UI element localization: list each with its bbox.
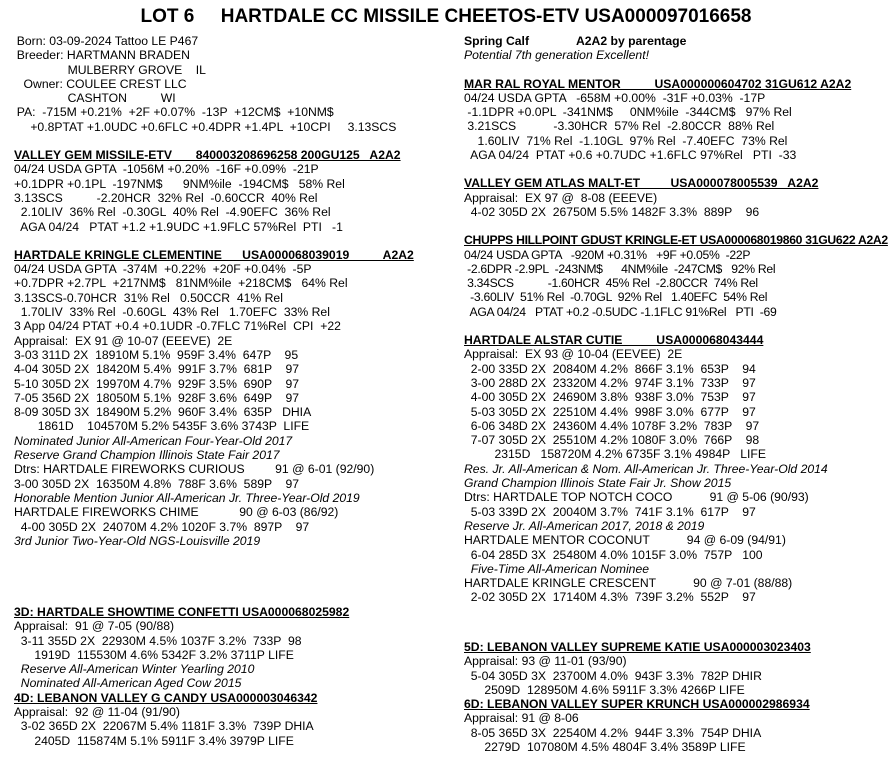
dam-line: 1.70LIV 33% Rel -0.60GL 43% Rel 1.70EFC 33% Rel <box>14 305 330 320</box>
dam-block <box>14 248 454 548</box>
dam-line: 7-05 356D 2X 18050M 5.1% 928F 3.6% 649P 97 <box>14 390 300 405</box>
dam-line: 4-04 305D 2X 18420M 5.4% 991F 3.7% 681P 97 <box>14 362 300 377</box>
sixth-dam-name: 6D: LEBANON VALLEY SUPER KRUNCH USA000002986934 <box>464 697 810 712</box>
dam-honor: Nominated Junior All-American Four-Year-Old 2017 <box>14 433 293 448</box>
granddam-honor: Grand Champion Illinois State Fair Jr. Show 2015 <box>464 476 732 491</box>
granddam-line: 6-06 348D 2X 24360M 4.4% 1078F 3.2% 783P 97 <box>464 418 760 433</box>
granddam-daughter-line: Dtrs: HARTDALE TOP NOTCH COCO 91 @ 5-06 (90/93) <box>464 490 809 505</box>
mgs-block <box>464 77 890 163</box>
fifth-dam-line: 5-04 305D 3X 23700M 4.0% 943F 3.3% 782P DHIR <box>464 668 762 683</box>
granddam-daughter-line: 2-02 305D 2X 17140M 4.3% 739F 3.2% 552P 97 <box>464 590 756 605</box>
left-lower-column <box>14 605 454 748</box>
third-dam-honor: Reserve All-American Winter Yearling 2010 <box>14 662 255 677</box>
sire-line: AGA 04/24 PTAT +1.2 +1.9UDC +1.9FLC 57%Rel PTI -1 <box>14 219 343 234</box>
sixth-dam-line: 8-05 365D 3X 22540M 4.2% 944F 3.3% 754P DHIA <box>464 725 762 740</box>
dam-name: HARTDALE KRINGLE CLEMENTINE USA000068039019 A2A2 <box>14 247 414 262</box>
sire-line: 2.10LIV 36% Rel -0.30GL 40% Rel -4.90EFC 36% Rel <box>14 205 331 220</box>
sire-name: VALLEY GEM MISSILE-ETV 840003208696258 200GU125 A2A2 <box>14 148 401 163</box>
granddam-line: Appraisal: EX 93 @ 10-04 (EEVEE) 2E <box>464 347 683 362</box>
granddam-daughter-line: HARTDALE KRINGLE CRESCENT 90 @ 7-01 (88/88) <box>464 576 793 591</box>
calf-note: Spring Calf A2A2 by parentage <box>464 34 687 48</box>
fifth-dam-name: 5D: LEBANON VALLEY SUPREME KATIE USA000003023403 <box>464 640 811 654</box>
dam-line: 3 App 04/24 PTAT +0.4 +0.1UDR -0.7FLC 71%Rel CPI +22 <box>14 319 341 334</box>
mggs-name: CHUPPS HILLPOINT GDUST KRINGLE-ET USA000068019860 31GU622 A2A2 <box>464 233 888 248</box>
calf-note: Potential 7th generation Excellent! <box>464 48 649 63</box>
mgs-line: 04/24 USDA GPTA -658M +0.00% -31F +0.03% -17P <box>464 90 766 105</box>
info-line: Owner: COULEE CREST LLC <box>10 76 187 91</box>
mgs-daughter-line: 4-02 305D 2X 26750M 5.5% 1482F 3.3% 889P 96 <box>464 204 760 219</box>
right-column <box>464 34 890 605</box>
dam-line: 8-09 305D 3X 18490M 5.2% 960F 3.4% 635P DHIA <box>14 405 312 420</box>
third-dam-line: Appraisal: 91 @ 7-05 (90/88) <box>14 619 175 634</box>
info-line: CASHTON WI <box>10 91 176 106</box>
lot-title: LOT 6 HARTDALE CC MISSILE CHEETOS-ETV USA000097016658 <box>140 6 752 27</box>
sire-block <box>14 148 454 234</box>
granddam-line: 3-00 288D 2X 23320M 4.2% 974F 3.1% 733P 97 <box>464 375 756 390</box>
third-dam-honor: Nominated All-American Aged Cow 2015 <box>14 676 242 691</box>
granddam-honor: Res. Jr. All-American & Nom. All-American Jr. Three-Year-Old 2014 <box>464 461 828 476</box>
third-dam-line: 3-11 355D 2X 22930M 4.5% 1037F 3.2% 733P 98 <box>14 633 302 648</box>
dam-honor: 3rd Junior Two-Year-Old NGS-Louisville 2019 <box>14 533 261 548</box>
dam-honor: Reserve Grand Champion Illinois State Fair 2017 <box>14 448 280 463</box>
info-line: PA: -715M +0.21% +2F +0.07% -13P +12CM$ +10NM$ <box>10 105 334 120</box>
info-line: Born: 03-09-2024 Tattoo LE P467 <box>10 34 199 48</box>
fourth-dam-name: 4D: LEBANON VALLEY G CANDY USA000003046342 <box>14 690 318 705</box>
mggs-line: 04/24 USDA GPTA -920M +0.31% +9F +0.05% -22P <box>464 247 751 262</box>
sire-line: 3.13SCS -2.20HCR 32% Rel -0.60CCR 40% Rel <box>14 190 318 205</box>
info-line: +0.8PTAT +1.0UDC +0.6FLC +0.4DPR +1.4PL +10CPI 3.13SCS <box>10 119 397 134</box>
right-lower-column <box>464 640 890 754</box>
third-dam-line: 1919D 115530M 4.6% 5342F 3.2% 3711P LIFE <box>14 647 294 662</box>
dam-daughter-line: 4-00 305D 2X 24070M 4.2% 1020F 3.7% 897P 97 <box>14 519 310 534</box>
granddam-line: 4-00 305D 2X 24690M 3.8% 938F 3.0% 753P 97 <box>464 390 756 405</box>
dam-line: 3-03 311D 2X 18910M 5.1% 959F 3.4% 647P 95 <box>14 347 299 362</box>
sixth-dam-line: 2279D 107080M 4.5% 4804F 3.4% 3589P LIFE <box>464 740 746 755</box>
dam-line: 3.13SCS-0.70HCR 31% Rel 0.50CCR 41% Rel <box>14 290 283 305</box>
granddam-daughter-line: 6-04 285D 3X 25480M 4.0% 1015F 3.0% 757P 100 <box>464 547 763 562</box>
granddam-honor: Five-Time All-American Nominee <box>464 561 650 576</box>
granddam-block <box>464 333 890 605</box>
info-line: MULBERRY GROVE IL <box>10 62 206 77</box>
dam-line: +0.7DPR +2.7PL +217NM$ 81NM%ile +218CM$ 64% Rel <box>14 276 348 291</box>
granddam-line: 7-07 305D 2X 25510M 4.2% 1080F 3.0% 766P 98 <box>464 433 760 448</box>
granddam-daughter-line: HARTDALE MENTOR COCONUT 94 @ 6-09 (94/91) <box>464 533 786 548</box>
mggs-line: AGA 04/24 PTAT +0.2 -0.5UDC -1.1FLC 91%Rel PTI -69 <box>464 304 777 319</box>
sire-line: +0.1DPR +0.1PL -197NM$ 9NM%ile -194CM$ 58% Rel <box>14 176 345 191</box>
dam-line: 1861D 104570M 5.2% 5435F 3.6% 3743P LIFE <box>14 419 310 434</box>
granddam-daughter-line: 5-03 339D 2X 20040M 3.7% 741F 3.1% 617P 97 <box>464 504 756 519</box>
granddam-honor: Reserve Jr. All-American 2017, 2018 & 2019 <box>464 518 705 533</box>
mgs-daughter-block <box>464 176 890 219</box>
dam-daughter-line: 3-00 305D 2X 16350M 4.8% 788F 3.6% 589P 97 <box>14 476 300 491</box>
calf-notes <box>464 34 890 63</box>
fifth-dam-line: 2509D 128950M 4.6% 5911F 3.3% 4266P LIFE <box>464 682 745 697</box>
mgs-line: AGA 04/24 PTAT +0.6 +0.7UDC +1.6FLC 97%Rel PTI -33 <box>464 148 797 163</box>
granddam-name: HARTDALE ALSTAR CUTIE USA000068043444 <box>464 333 764 348</box>
sire-line: 04/24 USDA GPTA -1056M +0.20% -16F +0.09% -21P <box>14 162 319 177</box>
fourth-dam-line: 3-02 365D 2X 22067M 5.4% 1181F 3.3% 739P DHIA <box>14 719 314 734</box>
mgs-line: 3.21SCS -3.30HCR 57% Rel -2.80CCR 88% Rel <box>464 119 775 134</box>
sixth-dam-line: Appraisal: 91 @ 8-06 <box>464 711 579 726</box>
animal-info <box>10 34 454 134</box>
dam-line: 5-10 305D 2X 19970M 4.7% 929F 3.5% 690P 97 <box>14 376 300 391</box>
mggs-line: -2.6DPR -2.9PL -243NM$ 4NM%ile -247CM$ 92% Rel <box>464 261 776 276</box>
fifth-dam-block <box>464 640 890 697</box>
mggs-block <box>464 233 890 319</box>
mgs-name: MAR RAL ROYAL MENTOR USA000000604702 31GU612 A2A2 <box>464 76 852 91</box>
granddam-line: 5-03 305D 2X 22510M 4.4% 998F 3.0% 677P 97 <box>464 404 756 419</box>
dam-daughter-line: HARTDALE FIREWORKS CHIME 90 @ 6-03 (86/92) <box>14 505 339 520</box>
fourth-dam-block <box>14 691 454 748</box>
mggs-line: 3.34SCS -1.60HCR 45% Rel -2.80CCR 74% Rel <box>464 276 758 291</box>
mggs-line: -3.60LIV 51% Rel -0.70GL 92% Rel 1.40EFC 54% Rel <box>464 290 768 305</box>
left-column <box>10 34 454 548</box>
fourth-dam-line: Appraisal: 92 @ 11-04 (91/90) <box>14 705 180 720</box>
fourth-dam-line: 2405D 115874M 5.1% 5911F 3.4% 3979P LIFE <box>14 733 294 748</box>
mgs-daughter-line: Appraisal: EX 97 @ 8-08 (EEEVE) <box>464 190 658 205</box>
mgs-daughter-name: VALLEY GEM ATLAS MALT-ET USA000078005539 A2A2 <box>464 176 819 191</box>
sixth-dam-block <box>464 697 890 754</box>
granddam-line: 2315D 158720M 4.2% 6735F 3.1% 4984P LIFE <box>464 447 766 462</box>
dam-daughter-line: Dtrs: HARTDALE FIREWORKS CURIOUS 91 @ 6-01 (92/90) <box>14 462 375 477</box>
mgs-line: 1.60LIV 71% Rel -1.10GL 97% Rel -7.40EFC 73% Rel <box>464 133 788 148</box>
info-line: Breeder: HARTMANN BRADEN <box>10 48 190 63</box>
mgs-line: -1.1DPR +0.0PL -341NM$ 0NM%ile -344CM$ 97% Rel <box>464 105 792 120</box>
granddam-line: 2-00 335D 2X 20840M 4.2% 866F 3.1% 653P 94 <box>464 361 756 376</box>
third-dam-block <box>14 605 454 691</box>
dam-line: Appraisal: EX 91 @ 10-07 (EEEVE) 2E <box>14 333 233 348</box>
dam-line: 04/24 USDA GPTA -374M +0.22% +20F +0.04% -5P <box>14 262 312 277</box>
fifth-dam-line: Appraisal: 93 @ 11-01 (93/90) <box>464 654 627 669</box>
dam-honor: Honorable Mention Junior All-American Jr. Three-Year-Old 2019 <box>14 490 360 505</box>
third-dam-name: 3D: HARTDALE SHOWTIME CONFETTI USA000068025982 <box>14 605 350 619</box>
